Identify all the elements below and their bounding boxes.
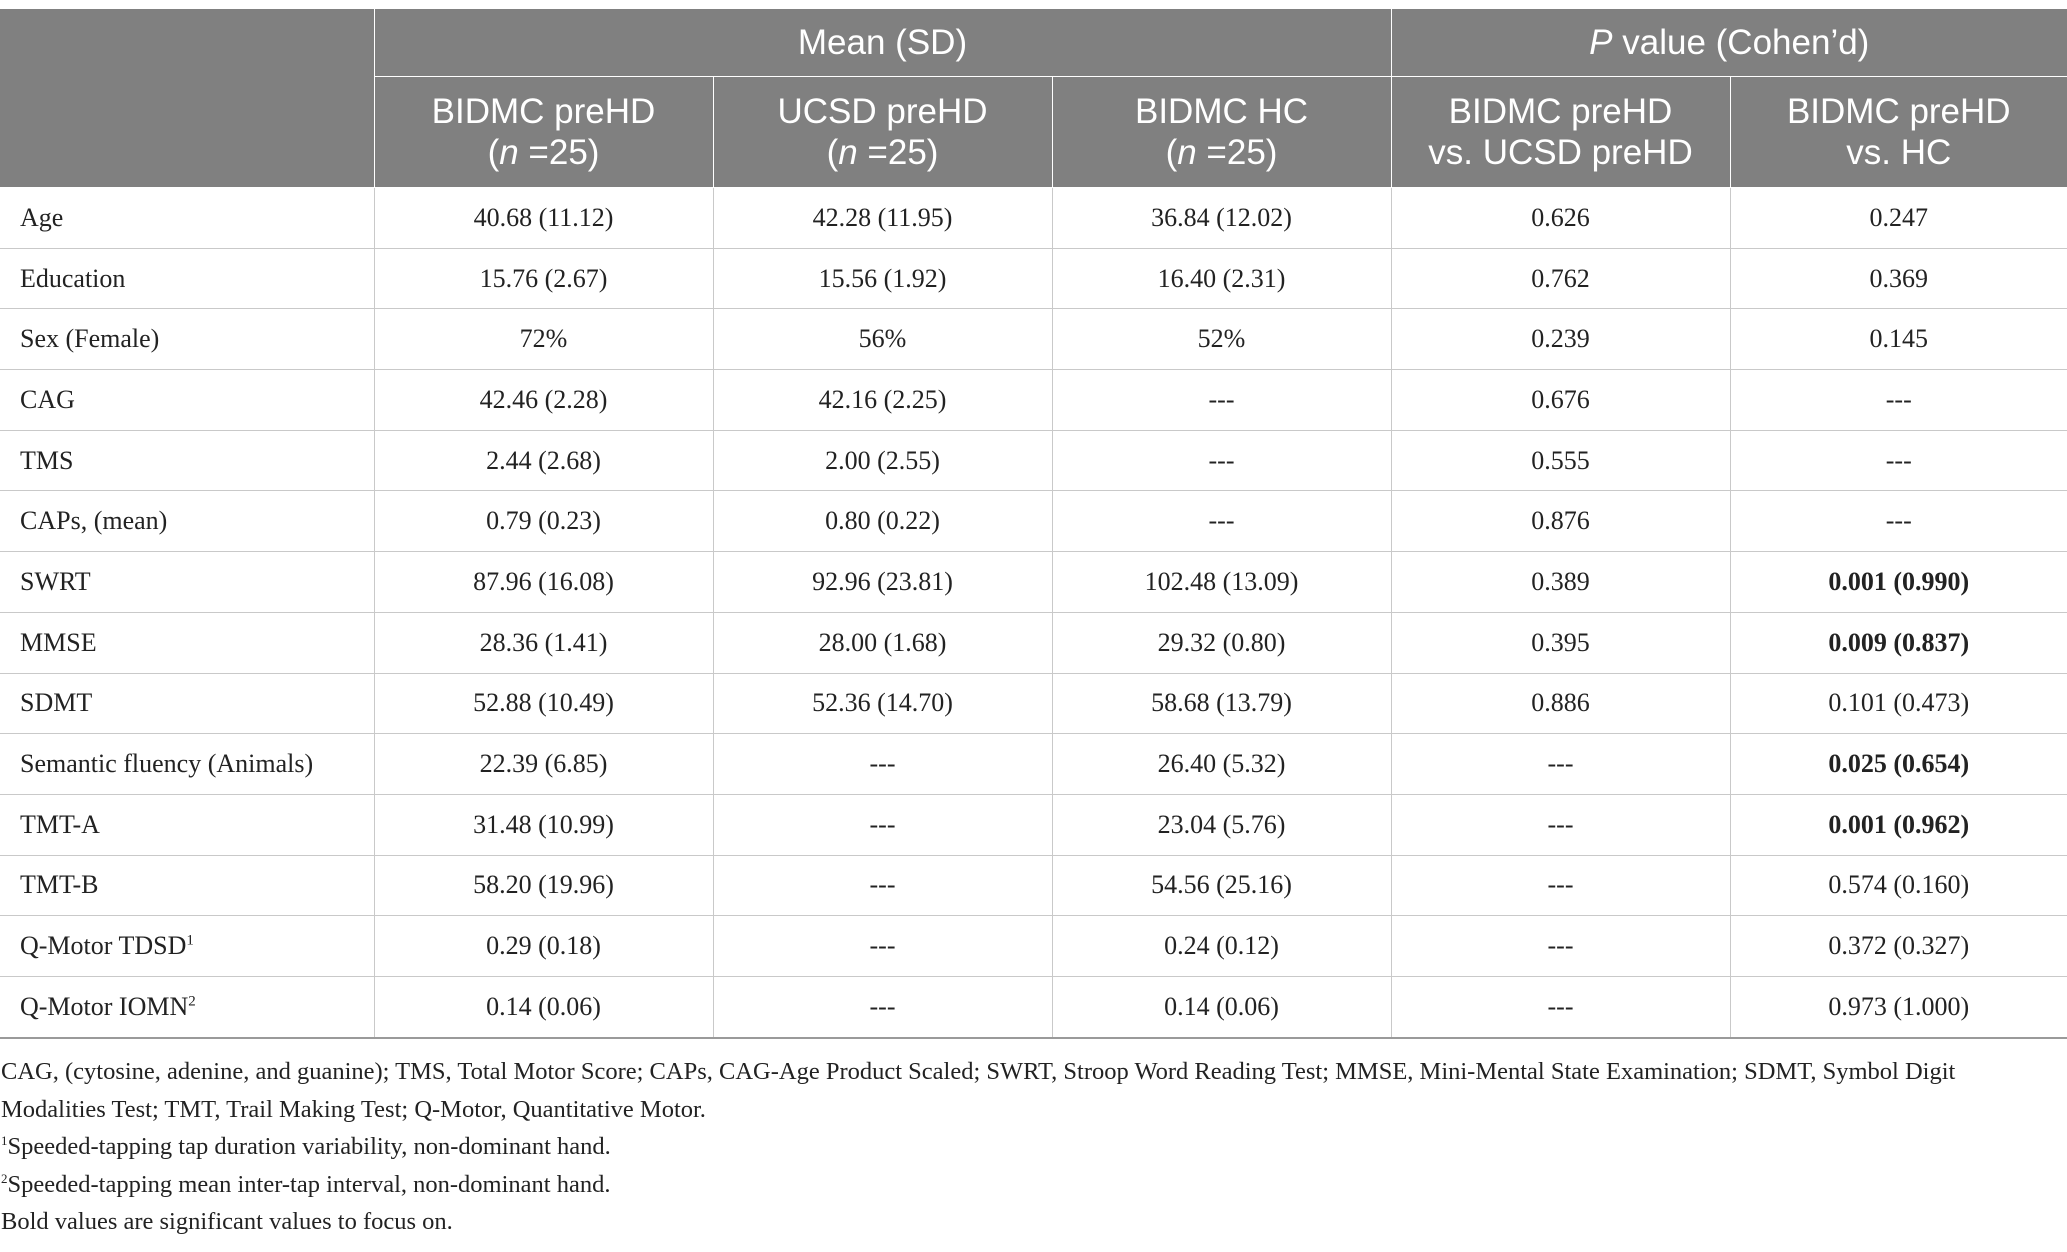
cell-p-vs-ucsd: 0.762 xyxy=(1391,248,1730,309)
cell-ucsd-prehd: 92.96 (23.81) xyxy=(713,552,1052,613)
header-n-italic: n xyxy=(1177,133,1197,172)
header-p-italic: P xyxy=(1589,23,1613,62)
table-row xyxy=(0,916,2067,977)
table-row xyxy=(0,188,2067,249)
cell-bidmc-prehd: 40.68 (11.12) xyxy=(374,188,713,249)
row-label xyxy=(0,552,374,613)
cell-p-vs-hc: 0.574 (0.160) xyxy=(1730,855,2067,916)
row-label-text: SDMT xyxy=(20,688,93,718)
cell-bidmc-hc: 0.24 (0.12) xyxy=(1052,916,1391,977)
cell-ucsd-prehd: 42.16 (2.25) xyxy=(713,370,1052,431)
header-n-italic: n xyxy=(838,133,858,172)
cell-bidmc-prehd: 42.46 (2.28) xyxy=(374,370,713,431)
row-label xyxy=(0,976,374,1037)
header-corner-cell xyxy=(0,9,374,188)
cell-bidmc-hc: 23.04 (5.76) xyxy=(1052,794,1391,855)
header-group-pvalue xyxy=(1391,9,2067,77)
cell-p-vs-hc-significant: 0.001 (0.962) xyxy=(1730,794,2067,855)
header-n-rest: =25) xyxy=(518,133,600,172)
cell-p-vs-hc: 0.369 xyxy=(1730,248,2067,309)
header-n-italic: n xyxy=(499,133,519,172)
row-label-text: TMT-A xyxy=(20,809,100,839)
table-body xyxy=(0,188,2067,1038)
row-label-text: Sex (Female) xyxy=(20,324,160,354)
table-row xyxy=(0,370,2067,431)
header-col-label: UCSD preHD xyxy=(777,92,988,131)
row-label xyxy=(0,430,374,491)
header-col-label: BIDMC preHD xyxy=(1786,92,2011,131)
row-label xyxy=(0,673,374,734)
row-label-text: CAPs, (mean) xyxy=(20,506,168,536)
table-row xyxy=(0,309,2067,370)
cell-ucsd-prehd: 56% xyxy=(713,309,1052,370)
row-label-sup: 1 xyxy=(186,932,194,949)
cell-bidmc-prehd: 72% xyxy=(374,309,713,370)
header-group-mean xyxy=(374,9,1391,77)
table-row xyxy=(0,794,2067,855)
cell-p-vs-hc: --- xyxy=(1730,491,2067,552)
footnote-1 xyxy=(1,1128,2063,1166)
cell-p-vs-hc-significant: 0.009 (0.837) xyxy=(1730,612,2067,673)
header-n-open: ( xyxy=(1165,133,1178,172)
cell-bidmc-hc: 58.68 (13.79) xyxy=(1052,673,1391,734)
cell-bidmc-prehd: 87.96 (16.08) xyxy=(374,552,713,613)
cell-ucsd-prehd: --- xyxy=(713,855,1052,916)
cell-p-vs-ucsd: --- xyxy=(1391,794,1730,855)
cell-p-vs-ucsd: --- xyxy=(1391,734,1730,795)
row-label xyxy=(0,734,374,795)
footnote-2 xyxy=(1,1166,2063,1204)
cell-p-vs-ucsd: 0.555 xyxy=(1391,430,1730,491)
table-footnotes xyxy=(1,1053,2063,1241)
cell-p-vs-ucsd: 0.676 xyxy=(1391,370,1730,431)
cell-ucsd-prehd: 28.00 (1.68) xyxy=(713,612,1052,673)
cell-bidmc-hc: --- xyxy=(1052,491,1391,552)
cell-bidmc-hc: 54.56 (25.16) xyxy=(1052,855,1391,916)
table-row xyxy=(0,552,2067,613)
cell-bidmc-prehd: 22.39 (6.85) xyxy=(374,734,713,795)
row-label xyxy=(0,370,374,431)
row-label-text: Education xyxy=(20,263,126,293)
cell-ucsd-prehd: --- xyxy=(713,976,1052,1037)
table-row xyxy=(0,248,2067,309)
header-n-rest: =25) xyxy=(857,133,939,172)
header-col-p-vs-ucsd xyxy=(1391,77,1730,188)
row-label-text: CAG xyxy=(20,384,75,414)
header-n-open: ( xyxy=(487,133,500,172)
row-label xyxy=(0,491,374,552)
cell-bidmc-prehd: 52.88 (10.49) xyxy=(374,673,713,734)
row-label-text: TMT-B xyxy=(20,870,99,900)
cell-p-vs-hc: --- xyxy=(1730,430,2067,491)
cell-p-vs-hc-significant: 0.001 (0.990) xyxy=(1730,552,2067,613)
header-col-bidmc-prehd xyxy=(374,77,713,188)
table-row xyxy=(0,612,2067,673)
row-label xyxy=(0,794,374,855)
footnote-2-marker: 2 xyxy=(1,1170,8,1186)
demographics-table-container xyxy=(0,8,2067,1039)
header-n-rest: =25) xyxy=(1196,133,1278,172)
header-group-mean-label: Mean (SD) xyxy=(797,23,968,62)
cell-bidmc-prehd: 0.29 (0.18) xyxy=(374,916,713,977)
cell-ucsd-prehd: --- xyxy=(713,734,1052,795)
cell-p-vs-ucsd: 0.239 xyxy=(1391,309,1730,370)
cell-bidmc-hc: 26.40 (5.32) xyxy=(1052,734,1391,795)
cell-bidmc-prehd: 58.20 (19.96) xyxy=(374,855,713,916)
row-label-text: Q-Motor TDSD xyxy=(20,931,187,961)
row-label xyxy=(0,188,374,249)
cell-bidmc-hc: --- xyxy=(1052,370,1391,431)
row-label xyxy=(0,612,374,673)
footnote-bold-note: Bold values are significant values to focus on. xyxy=(1,1208,453,1235)
cell-bidmc-prehd: 2.44 (2.68) xyxy=(374,430,713,491)
table-row xyxy=(0,976,2067,1037)
header-n-open: ( xyxy=(826,133,839,172)
cell-p-vs-hc: 0.247 xyxy=(1730,188,2067,249)
row-label-text: Age xyxy=(20,202,64,232)
header-col-label-line2: vs. UCSD preHD xyxy=(1428,133,1693,172)
row-label xyxy=(0,309,374,370)
cell-ucsd-prehd: 42.28 (11.95) xyxy=(713,188,1052,249)
cell-bidmc-hc: 102.48 (13.09) xyxy=(1052,552,1391,613)
cell-bidmc-prehd: 31.48 (10.99) xyxy=(374,794,713,855)
table-row xyxy=(0,734,2067,795)
cell-bidmc-hc: 29.32 (0.80) xyxy=(1052,612,1391,673)
table-row xyxy=(0,430,2067,491)
row-label-text: Semantic fluency (Animals) xyxy=(20,749,314,779)
cell-bidmc-prehd: 15.76 (2.67) xyxy=(374,248,713,309)
cell-ucsd-prehd: 15.56 (1.92) xyxy=(713,248,1052,309)
cell-p-vs-hc: 0.973 (1.000) xyxy=(1730,976,2067,1037)
row-label-sup: 2 xyxy=(188,993,196,1010)
cell-p-vs-ucsd: --- xyxy=(1391,976,1730,1037)
row-label-text: Q-Motor IOMN xyxy=(20,991,189,1021)
header-col-label: BIDMC preHD xyxy=(1448,92,1673,131)
row-label xyxy=(0,916,374,977)
header-col-ucsd-prehd xyxy=(713,77,1052,188)
cell-ucsd-prehd: 52.36 (14.70) xyxy=(713,673,1052,734)
cell-p-vs-hc: 0.101 (0.473) xyxy=(1730,673,2067,734)
cell-ucsd-prehd: 2.00 (2.55) xyxy=(713,430,1052,491)
footnote-1-text: Speeded-tapping tap duration variability, non-dominant hand. xyxy=(7,1133,611,1160)
footnote-2-text: Speeded-tapping mean inter-tap interval, non-dominant hand. xyxy=(7,1170,611,1198)
cell-bidmc-hc: 36.84 (12.02) xyxy=(1052,188,1391,249)
cell-bidmc-prehd: 28.36 (1.41) xyxy=(374,612,713,673)
cell-p-vs-ucsd: 0.876 xyxy=(1391,491,1730,552)
footnote-abbreviations: CAG, (cytosine, adenine, and guanine); TMS, Total Motor Score; CAPs, CAG-Age Product Scaled; SWRT, Stroop Word Reading Test; MMSE, Mini-Mental State Examination; SDMT, Symbol Digit Modalities Test; TMT, Trail Making Test; Q-Motor, Quantitative Motor. xyxy=(1,1058,1956,1123)
header-col-bidmc-hc xyxy=(1052,77,1391,188)
row-label-text: MMSE xyxy=(20,627,97,657)
cell-p-vs-ucsd: --- xyxy=(1391,855,1730,916)
cell-p-vs-ucsd: --- xyxy=(1391,916,1730,977)
table-header xyxy=(0,9,2067,188)
cell-p-vs-hc: --- xyxy=(1730,370,2067,431)
header-col-p-vs-hc xyxy=(1730,77,2067,188)
table-row xyxy=(0,491,2067,552)
row-label xyxy=(0,248,374,309)
cell-p-vs-ucsd: 0.389 xyxy=(1391,552,1730,613)
header-col-label: BIDMC preHD xyxy=(431,92,656,131)
footnote-1-marker: 1 xyxy=(1,1132,8,1148)
header-col-label-line2: vs. HC xyxy=(1846,133,1952,172)
row-label-text: TMS xyxy=(20,445,74,475)
header-col-label: BIDMC HC xyxy=(1134,92,1309,131)
cell-ucsd-prehd: --- xyxy=(713,916,1052,977)
cell-p-vs-ucsd: 0.395 xyxy=(1391,612,1730,673)
cell-ucsd-prehd: 0.80 (0.22) xyxy=(713,491,1052,552)
cell-bidmc-hc: --- xyxy=(1052,430,1391,491)
cell-bidmc-prehd: 0.79 (0.23) xyxy=(374,491,713,552)
cell-p-vs-hc: 0.145 xyxy=(1730,309,2067,370)
cell-ucsd-prehd: --- xyxy=(713,794,1052,855)
row-label xyxy=(0,855,374,916)
row-label-text: SWRT xyxy=(20,566,91,596)
cell-bidmc-prehd: 0.14 (0.06) xyxy=(374,976,713,1037)
cell-p-vs-hc: 0.372 (0.327) xyxy=(1730,916,2067,977)
cell-bidmc-hc: 52% xyxy=(1052,309,1391,370)
cell-p-vs-ucsd: 0.886 xyxy=(1391,673,1730,734)
cell-p-vs-ucsd: 0.626 xyxy=(1391,188,1730,249)
cell-p-vs-hc-significant: 0.025 (0.654) xyxy=(1730,734,2067,795)
demographics-table xyxy=(0,8,2067,1039)
cell-bidmc-hc: 0.14 (0.06) xyxy=(1052,976,1391,1037)
table-row xyxy=(0,855,2067,916)
table-row xyxy=(0,673,2067,734)
cell-bidmc-hc: 16.40 (2.31) xyxy=(1052,248,1391,309)
header-p-rest: value (Cohen’d) xyxy=(1612,23,1870,62)
